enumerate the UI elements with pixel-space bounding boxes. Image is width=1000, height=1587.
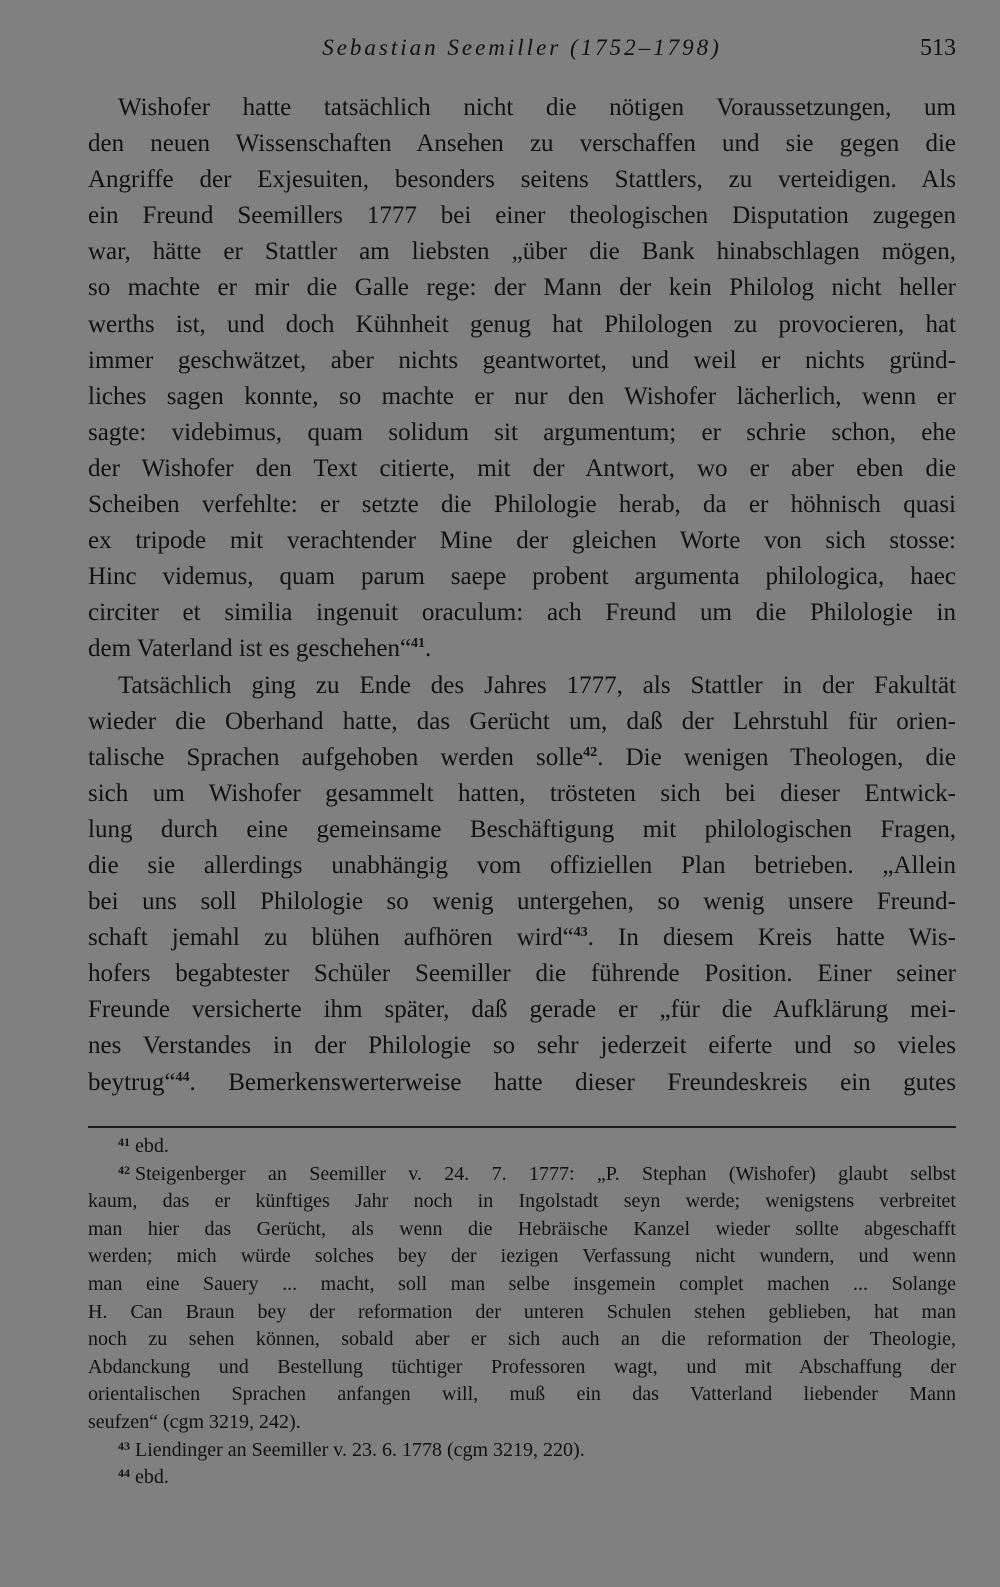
text-line: wieder die Oberhand hatte, das Gerücht um, daß der Lehrstuhl für orien- (88, 707, 956, 735)
text-fragment: beytrug“ (88, 1068, 176, 1096)
text-line: immer geschwätzet, aber nichts geantwortet, und weil er nichts gründ- (88, 346, 956, 374)
text-fragment: schaft jemahl zu blühen aufhören wird“ (88, 924, 574, 952)
footnote-line: man eine Sauery ... macht, soll man selbe insgemein complet machen ... Solange (88, 1272, 956, 1295)
text-line: so machte er mir die Galle rege: der Mann der kein Philolog nicht heller (88, 274, 956, 302)
text-line: den neuen Wissenschaften Ansehen zu verschaffen und sie gegen die (88, 130, 956, 158)
text-line: lung durch eine gemeinsame Beschäftigung mit philologischen Fragen, (88, 815, 956, 843)
footnote-number: 42 (118, 1162, 130, 1177)
footnote-41 (88, 1133, 956, 1161)
footnote-line: noch zu sehen können, sobald aber er sich auch an die reformation der Theologie, (88, 1328, 956, 1351)
text-fragment: dem Vaterland ist es geschehen“ (88, 635, 412, 663)
footnote-44 (88, 1464, 956, 1492)
footnote-line: kaum, das er künftiges Jahr noch in Ingolstadt seyn werde; wenigstens verbreitet (88, 1190, 956, 1213)
text-line: hofers begabtester Schüler Seemiller die führende Position. Einer seiner (88, 960, 956, 988)
text-line: werths ist, und doch Kühnheit genug hat Philologen zu provocieren, hat (88, 310, 956, 338)
footnote-text: ebd. (135, 1466, 169, 1489)
footnote-line: werden; mich würde solches bey der iezigen Verfassung nicht wundern, und wenn (88, 1245, 956, 1268)
text-fragment: . (425, 635, 432, 663)
text-line: Hinc videmus, quam parum saepe probent argumenta philologica, haec (88, 563, 956, 591)
footnote-reference: 43 (573, 925, 588, 941)
footnote-separator (88, 1126, 956, 1128)
text-fragment: . In diesem Kreis hatte Wis- (587, 924, 956, 952)
text-line: Freunde versicherte ihm später, daß gerade er „für die Aufklärung mei- (88, 996, 956, 1024)
text-line (88, 1065, 956, 1101)
text-line: sagte: videbimus, quam solidum sit argumentum; er schrie schon, ehe (88, 418, 956, 446)
text-line (88, 631, 956, 667)
text-line (88, 920, 956, 956)
text-line: Scheiben verfehlte: er setzte die Philologie herab, da er höhnisch quasi (88, 491, 956, 519)
footnote-text: Steigenberger an Seemiller v. 24. 7. 1777: „P. Stephan (Wishofer) glaubt selbst (135, 1162, 956, 1185)
running-title: Sebastian Seemiller (1752–1798) (322, 35, 722, 60)
text-line: Tatsächlich ging zu Ende des Jahres 1777, als Stattler in der Fakultät (118, 671, 956, 699)
text-line: bei uns soll Philologie so wenig untergehen, so wenig unsere Freund- (88, 888, 956, 916)
footnotes (88, 1133, 956, 1492)
footnote-line: seufzen“ (cgm 3219, 242). (88, 1410, 301, 1433)
footnote-reference: 41 (411, 636, 426, 652)
text-fragment: talische Sprachen aufgehoben werden solle (88, 743, 584, 771)
text-line: nes Verstandes in der Philologie so sehr jederzeit eiferte und so vieles (88, 1032, 956, 1060)
running-head (88, 30, 956, 66)
footnote-text: ebd. (135, 1135, 169, 1157)
footnote-number: 44 (118, 1466, 130, 1481)
footnote-number: 41 (118, 1135, 130, 1149)
text-line: sich um Wishofer gesammelt hatten, trösteten sich bei dieser Entwick- (88, 779, 956, 807)
text-line: liches sagen konnte, so machte er nur den Wishofer lächerlich, wenn er (88, 382, 956, 410)
text-line (88, 740, 956, 776)
footnote-line: H. Can Braun bey der reformation der unteren Schulen stehen geblieben, hat man (88, 1300, 956, 1323)
text-line: der Wishofer den Text citierte, mit der Antwort, wo er aber eben die (88, 454, 956, 482)
text-line: circiter et similia ingenuit oraculum: ach Freund um die Philologie in (88, 599, 956, 627)
footnote-line: man hier das Gerücht, als wenn die Hebräische Kanzel wieder sollte abgeschafft (88, 1217, 956, 1240)
footnote-43 (88, 1437, 956, 1465)
text-line: ein Freund Seemillers 1777 bei einer theologischen Disputation zugegen (88, 202, 956, 230)
page-number: 513 (920, 35, 956, 61)
text-line: Angriffe der Exjesuiten, besonders seitens Stattlers, zu verteidigen. Als (88, 166, 956, 194)
text-line: war, hätte er Stattler am liebsten „über die Bank hinabschlagen mögen, (88, 238, 956, 266)
text-fragment: . Bemerkenswerterweise hatte dieser Freundeskreis ein gutes (189, 1068, 956, 1096)
text-line: Wishofer hatte tatsächlich nicht die nötigen Voraussetzungen, um (118, 94, 956, 121)
footnote-line: orientalischen Sprachen anfangen will, muß ein das Vatterland liebender Mann (88, 1383, 956, 1406)
footnote-line: Abdanckung und Bestellung tüchtiger Professoren wagt, und mit Abschaffung der (88, 1355, 956, 1378)
footnote-number: 43 (118, 1438, 130, 1453)
footnote-text: Liendinger an Seemiller v. 23. 6. 1778 (cgm 3219, 220). (135, 1438, 585, 1461)
text-fragment: . Die wenigen Theologen, die (597, 743, 956, 771)
main-text (88, 90, 956, 1101)
footnote-reference: 44 (175, 1069, 190, 1085)
footnote-42 (88, 1161, 956, 1189)
footnote-reference: 42 (583, 744, 598, 760)
text-line: ex tripode mit verachtender Mine der gleichen Worte von sich stosse: (88, 527, 956, 555)
text-line: die sie allerdings unabhängig vom offiziellen Plan betrieben. „Allein (88, 851, 956, 879)
